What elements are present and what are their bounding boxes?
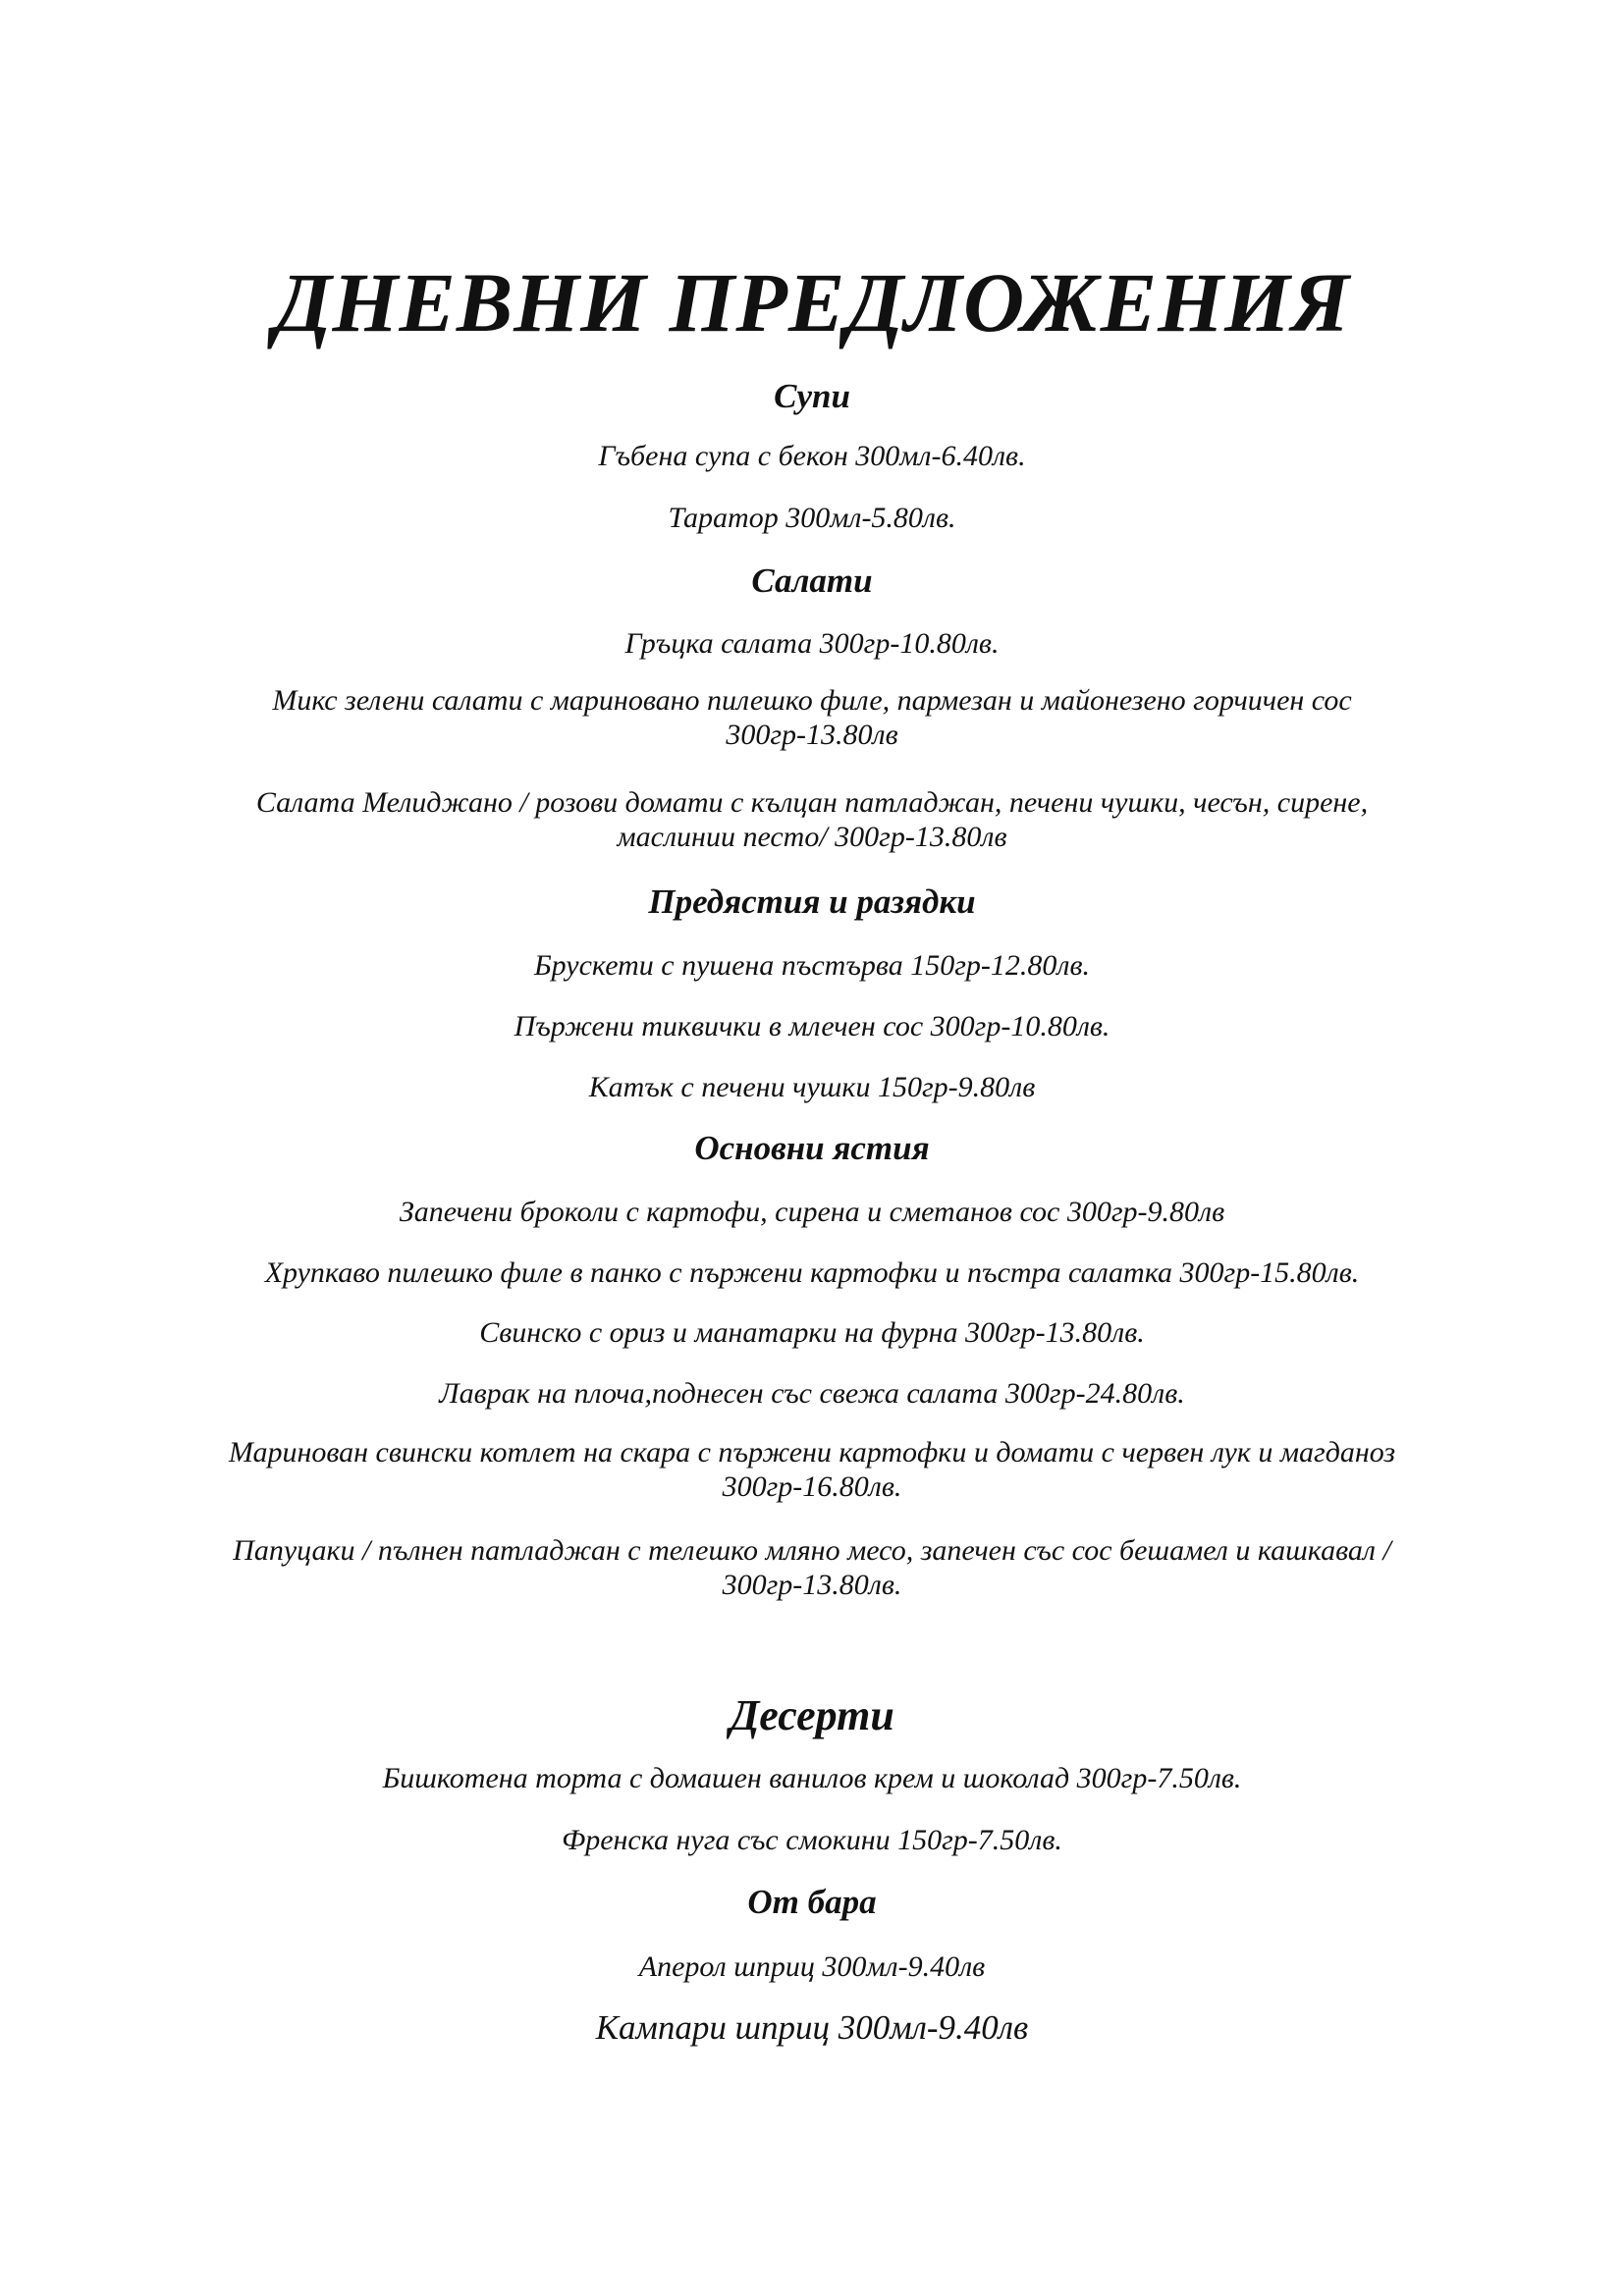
menu-item: Лаврак на плоча,поднесен със свежа салата 300гр-24.80лв. xyxy=(439,1377,1185,1410)
menu-item: Гъбена супа с бекон 300мл-6.40лв. xyxy=(598,440,1026,472)
section-heading-mains: Основни ястия xyxy=(694,1129,930,1167)
section-heading-salads: Салати xyxy=(751,561,873,600)
menu-item: Хрупкаво пилешко филе в панко с пържени картофки и пъстра салатка 300гр-15.80лв. xyxy=(264,1256,1360,1289)
menu-item: Кампари шприц 300мл-9.40лв xyxy=(595,2008,1029,2047)
menu-item: Салата Мелиджано / розови домати с кълцан патладжан, печени чушки, чесън, сирене, маслинии песто/ 300гр-13.80лв xyxy=(255,786,1369,853)
menu-item: Катък с печени чушки 150гр-9.80лв xyxy=(588,1071,1036,1103)
menu-item: Аперол шприц 300мл-9.40лв xyxy=(638,1950,986,1983)
menu-item: Френска нуга със смокини 150гр-7.50лв. xyxy=(562,1824,1062,1856)
menu-item: Микс зелени салати с мариновано пилешко филе, пармезан и майонезено горчичен сос 300гр-13.80лв xyxy=(272,684,1352,751)
menu-item: Брускети с пушена пъстърва 150гр-12.80лв. xyxy=(533,949,1090,982)
menu-item: Запечени броколи с картофи, сирена и сметанов сос 300гр-9.80лв xyxy=(399,1196,1225,1228)
section-heading-desserts: Десерти xyxy=(730,1691,894,1739)
menu-item: Маринован свински котлет на скара с пържени картофки и домати с червен лук и магданоз 300гр-16.80лв. xyxy=(228,1436,1396,1503)
menu-item: Пържени тиквички в млечен сос 300гр-10.80лв. xyxy=(514,1010,1110,1042)
menu-item: Бишкотена торта с домашен ванилов крем и шоколад 300гр-7.50лв. xyxy=(382,1762,1242,1794)
menu-item: Папуцаки / пълнен патладжан с телешко мляно месо, запечен със сос бешамел и кашкавал / 300гр-13.80лв. xyxy=(233,1534,1391,1601)
section-heading-appetizers: Предястия и разядки xyxy=(648,882,976,921)
section-heading-bar: От бара xyxy=(747,1883,877,1921)
menu-item: Свинско с ориз и манатарки на фурна 300гр-13.80лв. xyxy=(479,1316,1145,1349)
menu-item: Таратор 300мл-5.80лв. xyxy=(668,502,956,534)
section-heading-soups: Супи xyxy=(774,377,850,415)
menu-item: Гръцка салата 300гр-10.80лв. xyxy=(624,627,1000,660)
page-title: ДНЕВНИ ПРЕДЛОЖЕНИЯ xyxy=(273,255,1351,349)
